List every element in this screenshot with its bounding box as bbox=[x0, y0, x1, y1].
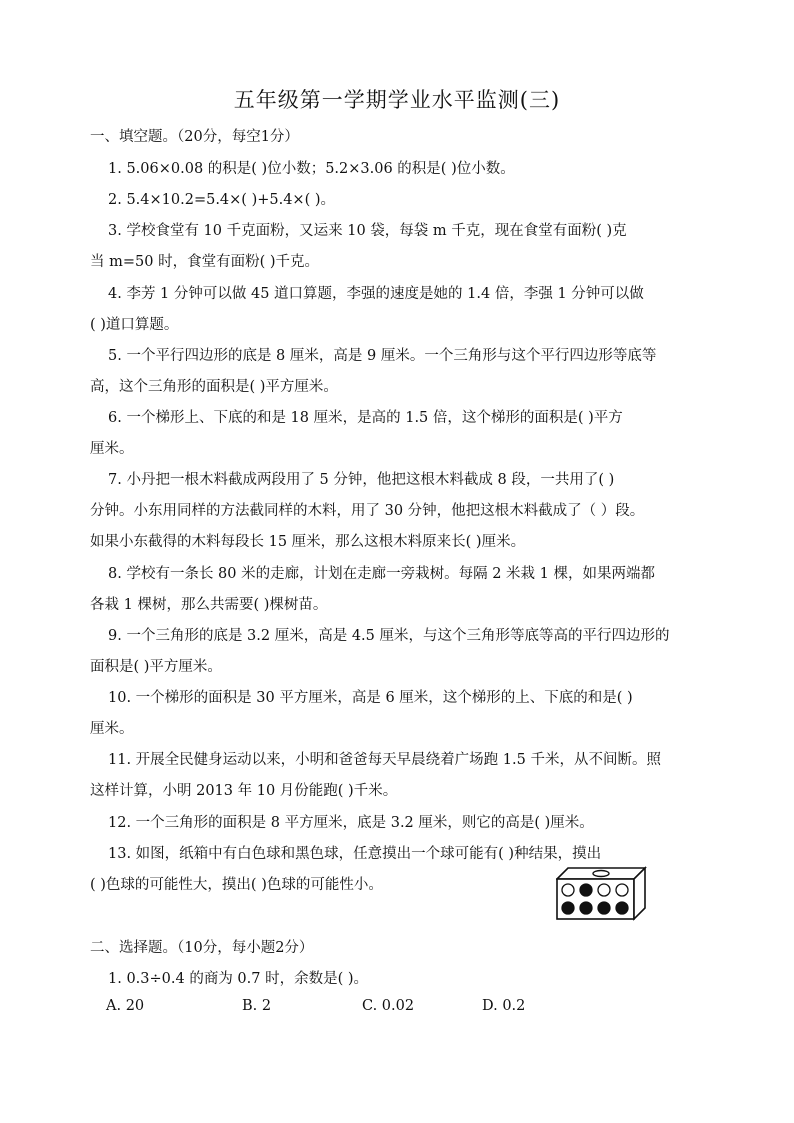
section2-heading: 二、选择题。（10分，每小题2分） bbox=[90, 940, 314, 956]
question-line: 9. 一个三角形的底是 3.2 厘米，高是 4.5 厘米，与这个三角形等底等高的平行四边形的 bbox=[108, 628, 670, 644]
black-ball bbox=[598, 902, 610, 914]
choice-options bbox=[106, 998, 525, 1014]
question-line: ( )道口算题。 bbox=[90, 317, 179, 333]
black-ball bbox=[562, 902, 574, 914]
question-line: 这样计算，小明 2013 年 10 月份能跑( )千米。 bbox=[90, 783, 398, 799]
question-line: 厘米。 bbox=[90, 721, 134, 737]
white-ball bbox=[598, 884, 610, 896]
black-ball bbox=[580, 884, 592, 896]
black-ball bbox=[616, 902, 628, 914]
question-line: ( )色球的可能性大，摸出( )色球的可能性小。 bbox=[90, 877, 383, 893]
question-line: 面积是( )平方厘米。 bbox=[90, 659, 222, 675]
white-ball bbox=[616, 884, 628, 896]
question-line: 11. 开展全民健身运动以来，小明和爸爸每天早晨绕着广场跑 1.5 千米，从不间断。照 bbox=[108, 752, 661, 768]
question-line: 5. 一个平行四边形的底是 8 厘米，高是 9 厘米。一个三角形与这个平行四边形等底等 bbox=[108, 348, 657, 364]
question-line: 分钟。小东用同样的方法截同样的木料，用了 30 分钟，他把这根木料截成了（ ）段。 bbox=[90, 503, 645, 519]
question-line: 高，这个三角形的面积是( )平方厘米。 bbox=[90, 379, 338, 395]
question-line: 12. 一个三角形的面积是 8 平方厘米，底是 3.2 厘米，则它的高是( )厘米。 bbox=[108, 815, 594, 831]
option-a: A. 20 bbox=[106, 998, 145, 1014]
page-title: 五年级第一学期学业水平监测(三) bbox=[233, 88, 561, 112]
question-line: 3. 学校食堂有 10 千克面粉，又运来 10 袋，每袋 m 千克，现在食堂有面粉( )克 bbox=[108, 223, 627, 239]
black-ball bbox=[580, 902, 592, 914]
question-line: 13. 如图，纸箱中有白色球和黑色球，任意摸出一个球可能有( )种结果，摸出 bbox=[108, 846, 602, 862]
ball-box-icon bbox=[556, 865, 648, 921]
question-line: 10. 一个梯形的面积是 30 平方厘米，高是 6 厘米，这个梯形的上、下底的和是( ) bbox=[108, 690, 633, 706]
question-line: 厘米。 bbox=[90, 441, 134, 457]
question-line: 4. 李芳 1 分钟可以做 45 道口算题，李强的速度是她的 1.4 倍，李强 1 分钟可以做 bbox=[108, 286, 644, 302]
option-c: C. 0.02 bbox=[362, 998, 415, 1014]
choice-question-1: 1. 0.3÷0.4 的商为 0.7 时，余数是( )。 bbox=[108, 971, 369, 987]
white-ball bbox=[562, 884, 574, 896]
question-line: 如果小东截得的木料每段长 15 厘米，那么这根木料原来长( )厘米。 bbox=[90, 534, 526, 550]
option-b: B. 2 bbox=[242, 998, 272, 1014]
ball-box-figure bbox=[556, 865, 648, 925]
question-line: 当 m=50 时，食堂有面粉( )千克。 bbox=[90, 254, 319, 270]
question-line: 7. 小丹把一根木料截成两段用了 5 分钟，他把这根木料截成 8 段，一共用了( ) bbox=[108, 472, 615, 488]
question-line: 2. 5.4×10.2=5.4×( )+5.4×( )。 bbox=[108, 192, 336, 208]
question-line: 1. 5.06×0.08 的积是( )位小数；5.2×3.06 的积是( )位小数。 bbox=[108, 161, 515, 177]
section1-heading: 一、填空题。（20分，每空1分） bbox=[90, 129, 299, 145]
question-line: 8. 学校有一条长 80 米的走廊，计划在走廊一旁栽树。每隔 2 米栽 1 棵，如果两端都 bbox=[108, 566, 655, 582]
question-line: 6. 一个梯形上、下底的和是 18 厘米，是高的 1.5 倍，这个梯形的面积是( )平方 bbox=[108, 410, 623, 426]
question-line: 各栽 1 棵树，那么共需要( )棵树苗。 bbox=[90, 597, 328, 613]
option-d: D. 0.2 bbox=[482, 998, 526, 1014]
